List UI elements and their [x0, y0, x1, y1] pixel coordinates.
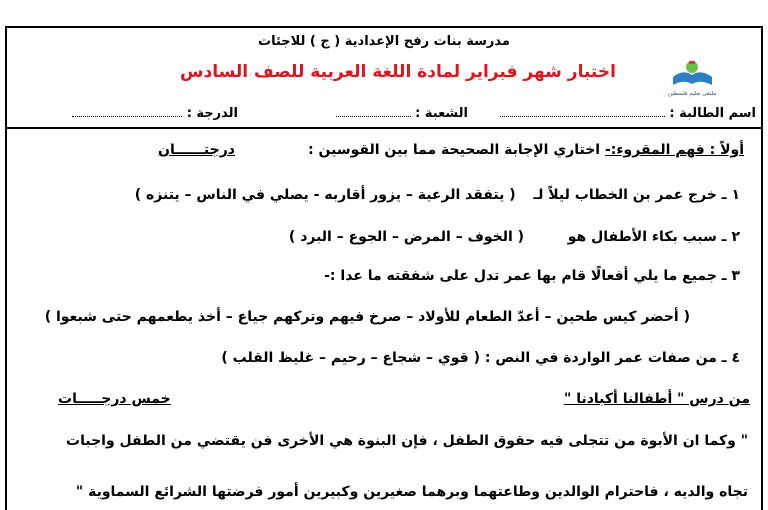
section-label: الشعبة : [415, 106, 468, 121]
student-name-blank [500, 115, 665, 117]
divider [5, 127, 763, 129]
passage-line-1: " وكما ان الأبوة من تتجلى فيه حقوق الطفل ، فإن البنوة هي الأخرى فن يقتضي من الطفل واجبات [66, 433, 748, 449]
lesson-title: من درس " أطفالنا أكبادنا " [564, 391, 750, 407]
question-stem: جميع ما يلي أفعالًا قام بها عمر تدل على شفقته ما عدا :- [324, 268, 717, 284]
question-2 [289, 229, 740, 245]
grade-field [72, 106, 238, 121]
passage-line-2: تجاه والديه ، فاحترام الوالدين وطاعتهما وبرهما صغيرين وكبيرين أمور فرضتها الشرائع السماوية " [75, 484, 748, 500]
section1-instruction: اختاري الإجابة الصحيحة مما بين القوسين : [308, 142, 601, 158]
exam-title: اختبار شهر فبراير لمادة اللغة العربية للصف السادس [180, 62, 616, 82]
grade-blank [72, 115, 182, 117]
section1-marks: درجتــــــان [158, 142, 235, 158]
section2-marks: خمس درجـــــات [58, 391, 171, 407]
book-logo-icon [665, 55, 720, 97]
question-stem: سبب بكاء الأطفال هو [567, 229, 717, 245]
question-options: ( الخوف – المرض – الجوع – البرد ) [288, 229, 525, 245]
question-number: ٤ ـ [721, 350, 740, 366]
section1-heading: أولاً : فهم المقروء:- [604, 142, 744, 158]
section-blank [336, 115, 411, 117]
question-stem: خرج عمر بن الخطاب ليلاً لـ [533, 187, 717, 203]
question-number: ١ ـ [721, 187, 740, 203]
question-stem: من صفات عمر الواردة في النص : [484, 350, 717, 366]
logo-text: ملتقى تعليم فلسطين [667, 91, 717, 97]
question-3 [324, 268, 740, 284]
student-name-field [500, 106, 756, 121]
student-name-label: اسم الطالبة : [669, 106, 756, 121]
question-options: ( يتفقد الرعية – يزور أقاربه - يصلي في الناس – يتنزه ) [134, 187, 516, 203]
school-name: مدرسة بنات رفح الإعدادية ( ج ) للاجئات [258, 34, 510, 49]
question-1 [135, 187, 740, 203]
question-number: ٣ ـ [721, 268, 740, 284]
question-4 [221, 350, 740, 366]
logo [665, 55, 720, 97]
question-3-options: ( أحضر كيس طحين – أعدّ الطعام للأولاد – صرخ فيهم وتركهم جياع – أخذ يطعمهم حتى شبعوا ) [44, 309, 690, 325]
section-field [336, 106, 468, 121]
section1-header [308, 142, 744, 158]
question-number: ٢ ـ [721, 229, 740, 245]
grade-label: الدرجة : [186, 106, 238, 121]
question-options: ( قوي – شجاع – رحيم – غليظ القلب ) [221, 350, 480, 366]
